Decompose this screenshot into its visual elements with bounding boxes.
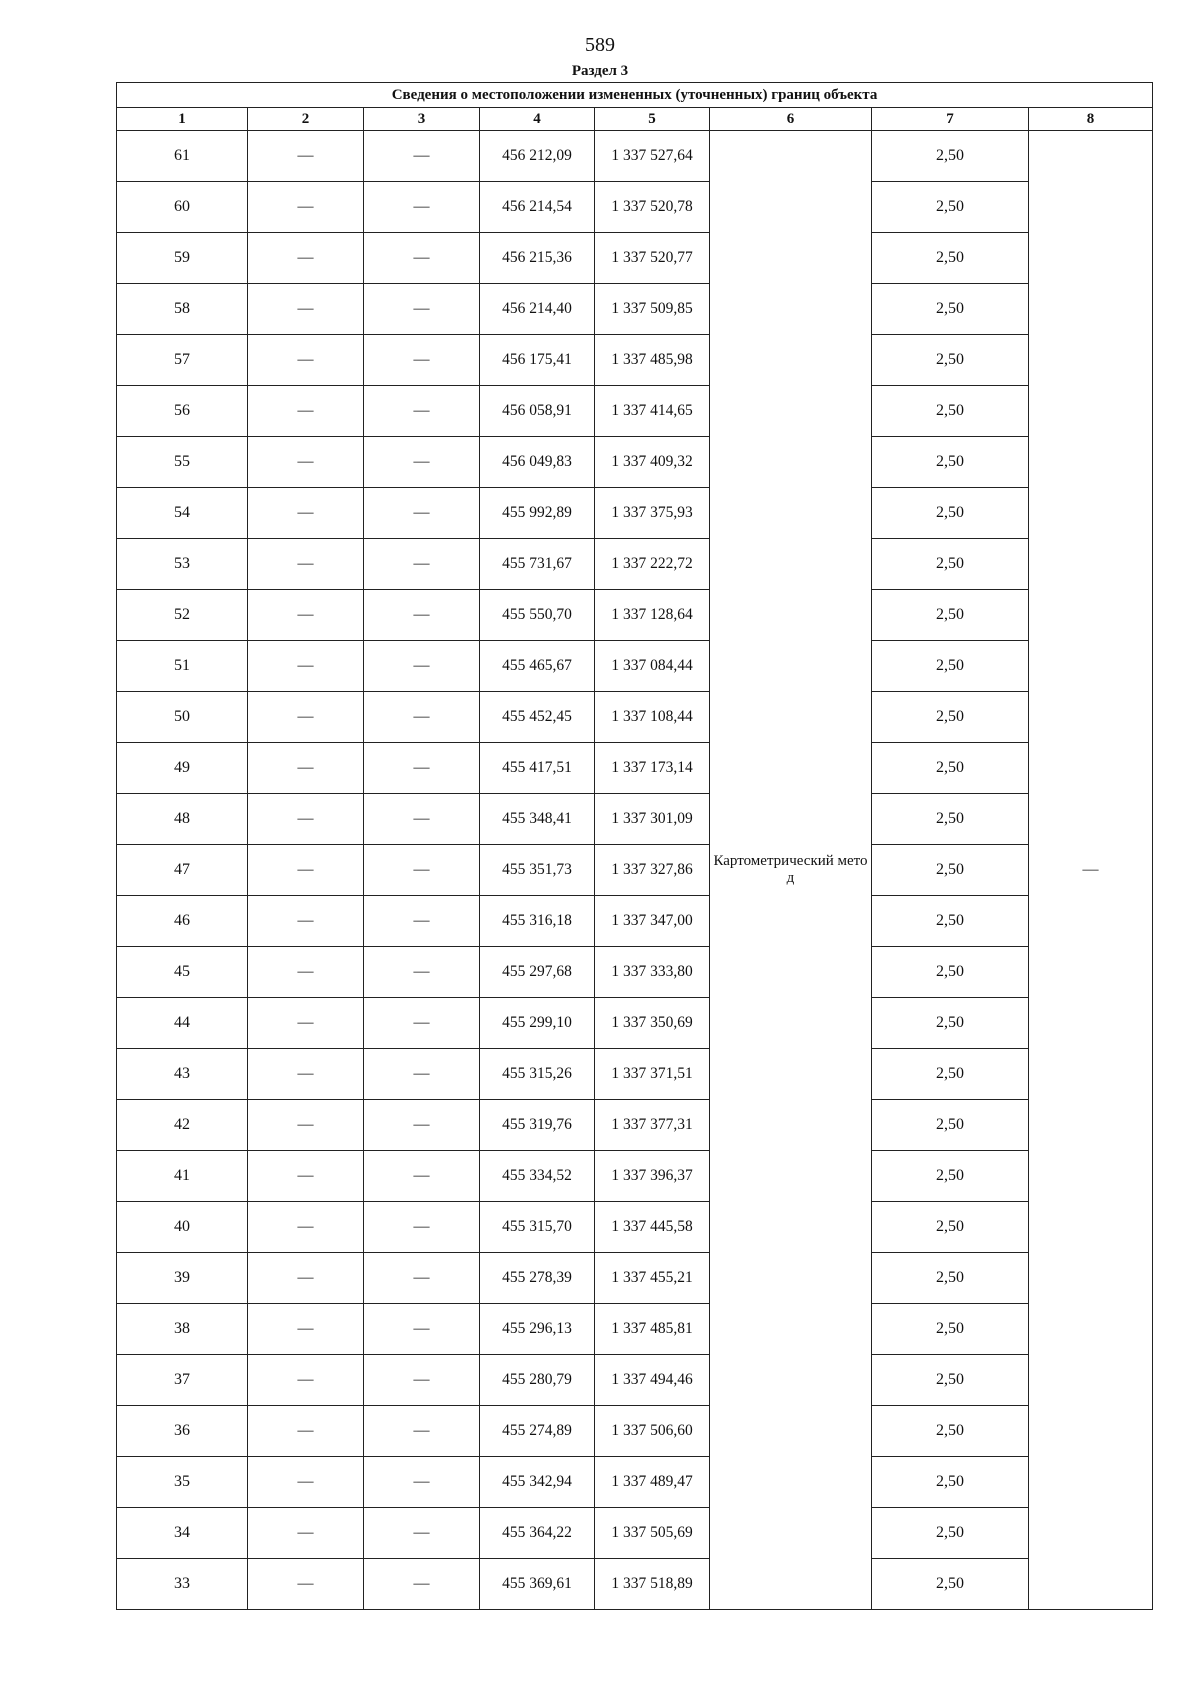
point-number: 50: [117, 692, 248, 743]
table-row: [117, 1253, 1153, 1304]
point-number: 39: [117, 1253, 248, 1304]
coordinate-y: 1 337 455,21: [595, 1253, 710, 1304]
coordinate-x: 455 315,26: [480, 1049, 595, 1100]
accuracy-value: 2,50: [872, 233, 1029, 284]
point-number: 58: [117, 284, 248, 335]
column-3-value: —: [364, 1304, 480, 1355]
point-number: 48: [117, 794, 248, 845]
accuracy-value: 2,50: [872, 692, 1029, 743]
column-2-value: —: [248, 284, 364, 335]
table-row: [117, 1202, 1153, 1253]
table-row: [117, 1559, 1153, 1610]
coordinate-x: 455 316,18: [480, 896, 595, 947]
column-3-value: —: [364, 1355, 480, 1406]
coordinate-y: 1 337 173,14: [595, 743, 710, 794]
coordinate-y: 1 337 084,44: [595, 641, 710, 692]
coordinate-y: 1 337 409,32: [595, 437, 710, 488]
table-row: [117, 641, 1153, 692]
accuracy-value: 2,50: [872, 437, 1029, 488]
accuracy-value: 2,50: [872, 641, 1029, 692]
column-3-value: —: [364, 1049, 480, 1100]
accuracy-value: 2,50: [872, 1406, 1029, 1457]
column-3-value: —: [364, 1100, 480, 1151]
coordinate-x: 455 334,52: [480, 1151, 595, 1202]
column-2-value: —: [248, 182, 364, 233]
coordinate-y: 1 337 375,93: [595, 488, 710, 539]
accuracy-value: 2,50: [872, 998, 1029, 1049]
column-2-value: —: [248, 845, 364, 896]
column-2-value: —: [248, 131, 364, 182]
coordinate-y: 1 337 377,31: [595, 1100, 710, 1151]
point-number: 53: [117, 539, 248, 590]
column-3-value: —: [364, 1406, 480, 1457]
column-2-value: —: [248, 335, 364, 386]
table-row: [117, 1100, 1153, 1151]
accuracy-value: 2,50: [872, 1508, 1029, 1559]
column-3-value: —: [364, 284, 480, 335]
coordinate-y: 1 337 371,51: [595, 1049, 710, 1100]
accuracy-value: 2,50: [872, 1049, 1029, 1100]
point-number: 57: [117, 335, 248, 386]
accuracy-value: 2,50: [872, 1253, 1029, 1304]
column-number-2: 2: [248, 108, 364, 131]
coordinate-y: 1 337 301,09: [595, 794, 710, 845]
column-3-value: —: [364, 896, 480, 947]
point-number: 59: [117, 233, 248, 284]
table-row: [117, 1355, 1153, 1406]
point-number: 43: [117, 1049, 248, 1100]
table-row: [117, 1508, 1153, 1559]
column-2-value: —: [248, 1304, 364, 1355]
coordinate-y: 1 337 485,98: [595, 335, 710, 386]
accuracy-value: 2,50: [872, 947, 1029, 998]
coordinate-x: 455 296,13: [480, 1304, 595, 1355]
coordinate-x: 455 731,67: [480, 539, 595, 590]
column-3-value: —: [364, 1457, 480, 1508]
table-row: [117, 1406, 1153, 1457]
column-2-value: —: [248, 1202, 364, 1253]
coordinate-y: 1 337 108,44: [595, 692, 710, 743]
column-3-value: —: [364, 794, 480, 845]
column-3-value: —: [364, 1508, 480, 1559]
table-row: [117, 947, 1153, 998]
coordinate-x: 455 351,73: [480, 845, 595, 896]
point-number: 34: [117, 1508, 248, 1559]
point-number: 33: [117, 1559, 248, 1610]
point-number: 51: [117, 641, 248, 692]
column-number-4: 4: [480, 108, 595, 131]
column-2-value: —: [248, 488, 364, 539]
accuracy-value: 2,50: [872, 284, 1029, 335]
column-3-value: —: [364, 1151, 480, 1202]
table-body: [117, 131, 1153, 1610]
column-2-value: —: [248, 1049, 364, 1100]
point-number: 56: [117, 386, 248, 437]
coordinate-y: 1 337 518,89: [595, 1559, 710, 1610]
table-row: [117, 539, 1153, 590]
column-2-value: —: [248, 947, 364, 998]
coordinate-x: 455 280,79: [480, 1355, 595, 1406]
coordinate-y: 1 337 128,64: [595, 590, 710, 641]
column-2-value: —: [248, 1559, 364, 1610]
coordinate-y: 1 337 396,37: [595, 1151, 710, 1202]
coordinate-x: 455 278,39: [480, 1253, 595, 1304]
coordinate-x: 456 214,40: [480, 284, 595, 335]
coordinate-x: 455 465,67: [480, 641, 595, 692]
coordinate-x: 456 058,91: [480, 386, 595, 437]
boundary-coordinates-table: [116, 82, 1153, 1610]
table-row: [117, 386, 1153, 437]
table-row: [117, 590, 1153, 641]
accuracy-value: 2,50: [872, 1151, 1029, 1202]
coordinate-x: 455 274,89: [480, 1406, 595, 1457]
column-3-value: —: [364, 743, 480, 794]
table-row: [117, 692, 1153, 743]
column-3-value: —: [364, 590, 480, 641]
point-number: 38: [117, 1304, 248, 1355]
table-row: [117, 1049, 1153, 1100]
accuracy-value: 2,50: [872, 1100, 1029, 1151]
column-number-3: 3: [364, 108, 480, 131]
column-3-value: —: [364, 437, 480, 488]
column-2-value: —: [248, 641, 364, 692]
column-number-row: [117, 108, 1153, 131]
column-2-value: —: [248, 1355, 364, 1406]
accuracy-value: 2,50: [872, 896, 1029, 947]
accuracy-value: 2,50: [872, 1559, 1029, 1610]
coordinate-y: 1 337 350,69: [595, 998, 710, 1049]
table-row: [117, 1304, 1153, 1355]
point-number: 49: [117, 743, 248, 794]
table-row: [117, 743, 1153, 794]
column-2-value: —: [248, 998, 364, 1049]
column-2-value: —: [248, 1100, 364, 1151]
column-3-value: —: [364, 386, 480, 437]
coordinate-x: 456 212,09: [480, 131, 595, 182]
table-row: [117, 182, 1153, 233]
point-number: 37: [117, 1355, 248, 1406]
column-3-value: —: [364, 947, 480, 998]
table-row: [117, 437, 1153, 488]
coordinate-x: 456 214,54: [480, 182, 595, 233]
accuracy-value: 2,50: [872, 794, 1029, 845]
table-caption: Сведения о местоположении измененных (уточненных) границ объекта: [117, 83, 1153, 108]
point-number: 45: [117, 947, 248, 998]
accuracy-value: 2,50: [872, 1355, 1029, 1406]
column-3-value: —: [364, 488, 480, 539]
column-2-value: —: [248, 437, 364, 488]
coordinate-x: 456 175,41: [480, 335, 595, 386]
column-2-value: —: [248, 1151, 364, 1202]
coordinate-x: 455 319,76: [480, 1100, 595, 1151]
point-number: 42: [117, 1100, 248, 1151]
coordinate-x: 455 299,10: [480, 998, 595, 1049]
accuracy-value: 2,50: [872, 386, 1029, 437]
point-number: 44: [117, 998, 248, 1049]
column-3-value: —: [364, 692, 480, 743]
point-number: 41: [117, 1151, 248, 1202]
column-2-value: —: [248, 896, 364, 947]
coordinate-x: 455 364,22: [480, 1508, 595, 1559]
table-row: [117, 1457, 1153, 1508]
coordinate-y: 1 337 489,47: [595, 1457, 710, 1508]
coordinate-x: 455 417,51: [480, 743, 595, 794]
column-2-value: —: [248, 233, 364, 284]
column-number-7: 7: [872, 108, 1029, 131]
coordinate-x: 455 452,45: [480, 692, 595, 743]
coordinate-y: 1 337 445,58: [595, 1202, 710, 1253]
accuracy-value: 2,50: [872, 335, 1029, 386]
table-row: [117, 794, 1153, 845]
column-2-value: —: [248, 1508, 364, 1559]
table-row: [117, 896, 1153, 947]
coordinate-y: 1 337 222,72: [595, 539, 710, 590]
table-row: [117, 284, 1153, 335]
column-3-value: —: [364, 845, 480, 896]
point-number: 36: [117, 1406, 248, 1457]
point-number: 61: [117, 131, 248, 182]
page-number: 589: [585, 34, 615, 56]
coordinate-y: 1 337 347,00: [595, 896, 710, 947]
table-row: [117, 131, 1153, 182]
point-number: 54: [117, 488, 248, 539]
column-number-6: 6: [710, 108, 872, 131]
point-number: 55: [117, 437, 248, 488]
coordinate-x: 455 315,70: [480, 1202, 595, 1253]
column-3-value: —: [364, 233, 480, 284]
column-2-value: —: [248, 539, 364, 590]
table-row: [117, 1151, 1153, 1202]
column-number-5: 5: [595, 108, 710, 131]
accuracy-value: 2,50: [872, 539, 1029, 590]
column-2-value: —: [248, 1406, 364, 1457]
point-number: 60: [117, 182, 248, 233]
column-3-value: —: [364, 335, 480, 386]
column-2-value: —: [248, 1253, 364, 1304]
point-number: 47: [117, 845, 248, 896]
section-title: Раздел 3: [571, 63, 629, 79]
method-cell: Картометрический метод: [710, 131, 872, 1610]
coordinate-y: 1 337 527,64: [595, 131, 710, 182]
table-row: [117, 335, 1153, 386]
coordinate-x: 455 992,89: [480, 488, 595, 539]
coordinate-x: 455 342,94: [480, 1457, 595, 1508]
accuracy-value: 2,50: [872, 845, 1029, 896]
coordinate-x: 456 215,36: [480, 233, 595, 284]
column-3-value: —: [364, 1559, 480, 1610]
column-number-8: 8: [1029, 108, 1153, 131]
coordinate-x: 455 369,61: [480, 1559, 595, 1610]
column-2-value: —: [248, 743, 364, 794]
column-2-value: —: [248, 386, 364, 437]
coordinate-y: 1 337 485,81: [595, 1304, 710, 1355]
table-row: [117, 488, 1153, 539]
accuracy-value: 2,50: [872, 743, 1029, 794]
column-3-value: —: [364, 182, 480, 233]
coordinate-y: 1 337 505,69: [595, 1508, 710, 1559]
coordinate-y: 1 337 506,60: [595, 1406, 710, 1457]
accuracy-value: 2,50: [872, 131, 1029, 182]
column-2-value: —: [248, 590, 364, 641]
coordinate-y: 1 337 520,78: [595, 182, 710, 233]
accuracy-value: 2,50: [872, 1457, 1029, 1508]
coordinate-y: 1 337 333,80: [595, 947, 710, 998]
accuracy-value: 2,50: [872, 1202, 1029, 1253]
accuracy-value: 2,50: [872, 1304, 1029, 1355]
column-2-value: —: [248, 1457, 364, 1508]
column-3-value: —: [364, 641, 480, 692]
table-row: [117, 845, 1153, 896]
point-number: 46: [117, 896, 248, 947]
column-2-value: —: [248, 794, 364, 845]
column-3-value: —: [364, 998, 480, 1049]
accuracy-value: 2,50: [872, 488, 1029, 539]
column-3-value: —: [364, 539, 480, 590]
column-3-value: —: [364, 1202, 480, 1253]
point-number: 40: [117, 1202, 248, 1253]
coordinate-x: 455 348,41: [480, 794, 595, 845]
point-number: 52: [117, 590, 248, 641]
table-row: [117, 998, 1153, 1049]
coordinate-y: 1 337 494,46: [595, 1355, 710, 1406]
column-number-1: 1: [117, 108, 248, 131]
table-row: [117, 233, 1153, 284]
point-number: 35: [117, 1457, 248, 1508]
coordinate-x: 456 049,83: [480, 437, 595, 488]
accuracy-value: 2,50: [872, 590, 1029, 641]
column-3-value: —: [364, 1253, 480, 1304]
coordinate-x: 455 297,68: [480, 947, 595, 998]
coordinate-y: 1 337 509,85: [595, 284, 710, 335]
coordinate-y: 1 337 414,65: [595, 386, 710, 437]
column-8-value: —: [1029, 131, 1153, 1610]
accuracy-value: 2,50: [872, 182, 1029, 233]
coordinate-y: 1 337 327,86: [595, 845, 710, 896]
column-3-value: —: [364, 131, 480, 182]
coordinate-x: 455 550,70: [480, 590, 595, 641]
coordinate-y: 1 337 520,77: [595, 233, 710, 284]
column-2-value: —: [248, 692, 364, 743]
